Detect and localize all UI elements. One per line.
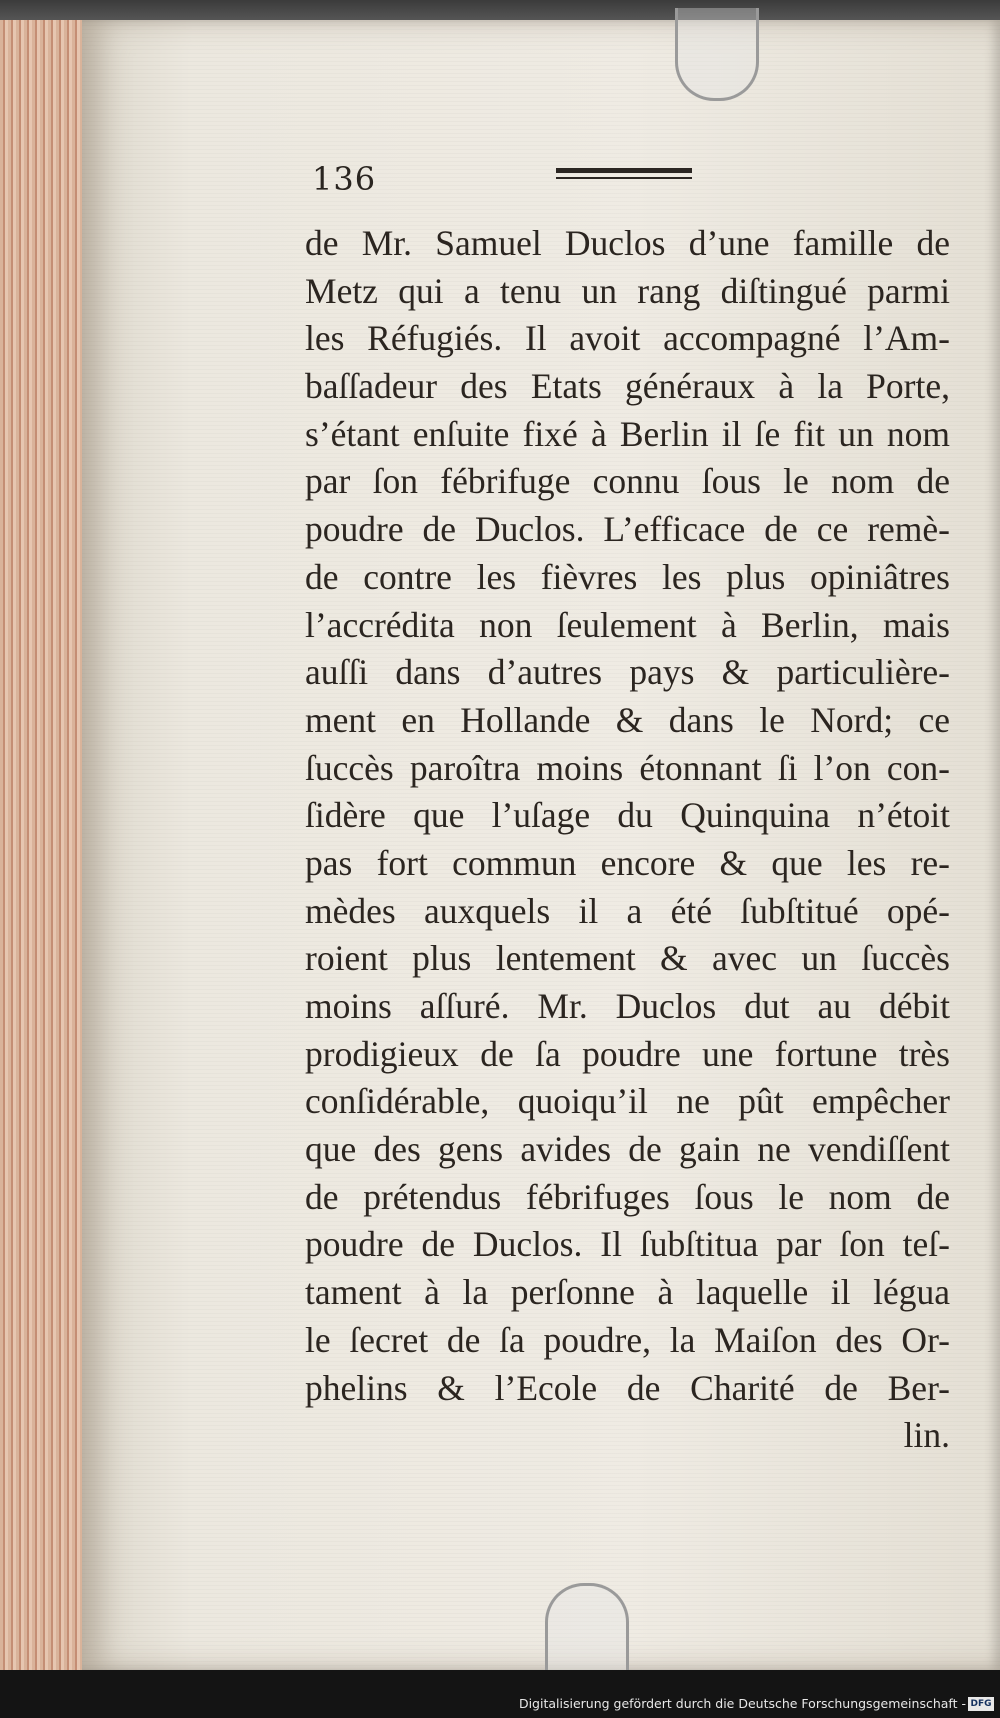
text-line: ſidère que l’uſage du Quinquina n’étoit (305, 795, 950, 836)
funding-credit: Digitalisierung gefördert durch die Deutsche Forschungsgemeinschaft - (518, 1696, 966, 1711)
text-line: que des gens avides de gain ne vendiſſent (305, 1129, 950, 1170)
page-body-text (305, 220, 950, 1460)
text-line: baſſadeur des Etats généraux à la Porte, (305, 366, 950, 407)
text-line: de contre les fièvres les plus opiniâtres (305, 556, 950, 597)
text-line: tament à la perſonne à laquelle il légua (305, 1272, 950, 1313)
book-page-edges (0, 20, 92, 1670)
text-line: mèdes auxquels il a été ſubſtitué opé- (305, 890, 950, 931)
text-line: s’étant enſuite fixé à Berlin il ſe fit un nom (305, 413, 950, 454)
text-line: phelins & l’Ecole de Charité de Ber- (305, 1367, 950, 1408)
text-line: ſuccès paroîtra moins étonnant ſi l’on con- (305, 747, 950, 788)
text-line: poudre de Duclos. Il ſubſtitua par ſon teſ- (305, 1224, 950, 1265)
page-number: 136 (312, 160, 377, 198)
text-line: Metz qui a tenu un rang diſtingué parmi (305, 270, 950, 311)
text-line: moins aſſuré. Mr. Duclos dut au débit (305, 986, 950, 1026)
text-line: l’accrédita non ſeulement à Berlin, mais (305, 604, 950, 645)
text-line: les Réfugiés. Il avoit accompagné l’Am- (305, 318, 950, 359)
header-rule (556, 168, 692, 179)
text-line: le ſecret de ſa poudre, la Maiſon des Or- (305, 1319, 950, 1360)
text-line: auſſi dans d’autres pays & particulière- (305, 652, 950, 693)
text-line: poudre de Duclos. L’efficace de ce remè- (305, 509, 950, 550)
book-top-edge (0, 0, 1000, 20)
text-line: ment en Hollande & dans le Nord; ce (305, 699, 950, 740)
text-line: prodigieux de ſa poudre une fortune très (305, 1033, 950, 1074)
text-line: roient plus lentement & avec un ſuccès (305, 938, 950, 979)
text-line: conſidérable, quoiqu’il ne pût empêcher (305, 1081, 950, 1122)
text-line: pas fort commun encore & que les re- (305, 842, 950, 883)
text-line: de Mr. Samuel Duclos d’une famille de (305, 223, 950, 263)
dfg-logo-icon: DFG (968, 1697, 994, 1711)
text-line: par ſon fébrifuge connu ſous le nom de (305, 461, 950, 502)
text-line: de prétendus fébrifuges ſous le nom de (305, 1176, 950, 1217)
page-clip-top (675, 8, 759, 101)
text-line: lin. (903, 1415, 950, 1456)
